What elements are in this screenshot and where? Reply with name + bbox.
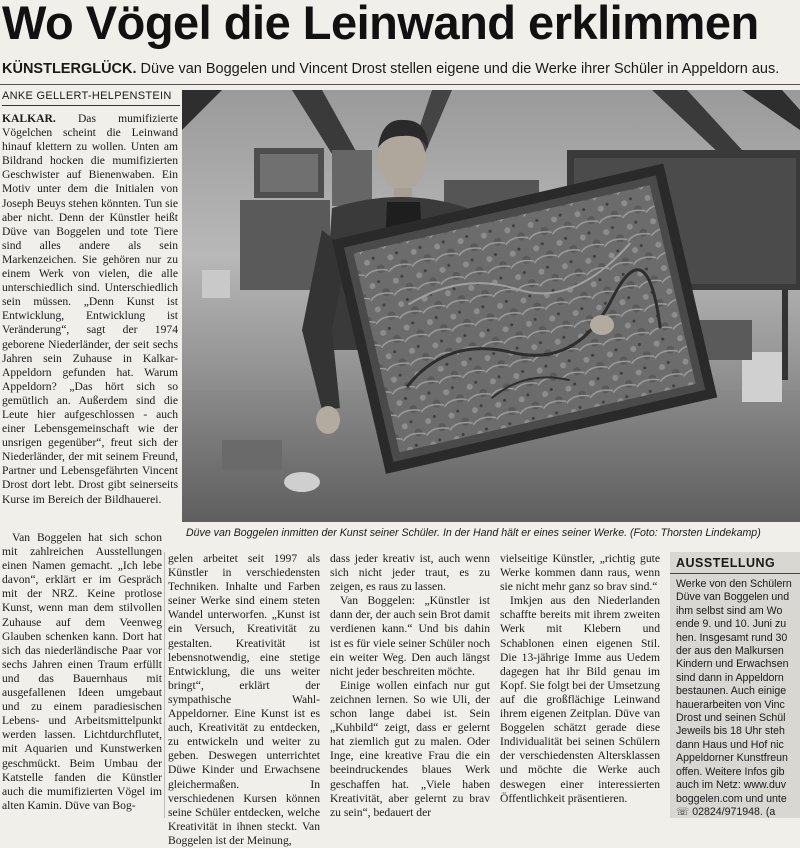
- paragraph: Imkjen aus den Niederlanden schaffte bereits mit ihrem zweiten Werk mit Klebern und Schablonen einen eigenen Stil. Die 13-jährige Imme aus Uedem dagegen hat ihr Bild genau im Kopf. Sie folgt bei der Umsetzung auf die großflächige Leinwand ihrem eigenen Zeitplan. Düve van Boggelen schätzt gerade diese Individualität bei seinen Schülern der verschiedensten Altersklassen und möchte die Werke auch deswegen einer interessierten Öffentlichkeit präsentieren.: [500, 594, 660, 805]
- info-box-line: offen. Weitere Infos gib: [676, 765, 785, 778]
- paragraph-text: Das mumifizierte Vögelchen scheint die Leinwand hinauf klettern zu wollen. Unten am Bildrand hocken die mumifizierten Geschwister auf Bienenwaben. Ein Motiv unter dem die Initialen von Joseph Beuys stehen könnten. Tun sie aber nicht. Denn der Künstler heißt Düve van Boggelen und tote Tiere sind alles andere als sein Markenzeichen. Sie gehören nur zu einem Werk von vielen, die alle unterschiedlich sind. Unterschiedlich sein müssen. „Denn Kunst ist Entwicklung, Entwicklung ist Veränderung“, sagt der 1974 geborene Niederländer, der seit sechs Jahren sein Zuhause in Kalkar-Appeldorn gefunden hat. Warum Appeldorn? „Das hört sich so gemütlich an. Außerdem sind die Leute hier aufgeschlossen - auch einer Lebensgemeinschaft wie der unsrigen gegenüber“, freut sich der Niederländer, der mit seinem Freund, Partner und Lebensgefährten Vincent Drost dort lebt. Drost gibt seinerseits Kurse im Bereich der Bildhauerei.: [2, 112, 178, 506]
- info-box-line: ☏ 02824/971948. (a: [676, 805, 776, 818]
- header-divider: [0, 84, 800, 85]
- info-box-line: der aus den Malkursen: [676, 645, 784, 658]
- info-box-line: Jeweils bis 18 Uhr steh: [676, 725, 785, 738]
- info-box-line: ihm selbst sind am Wo: [676, 604, 783, 617]
- paragraph: Van Boggelen: „Künstler ist dann der, der auch sein Brot damit verdienen kann.“ Und bis dahin ist es für viele seiner Schüler noch ein weiter Weg. Den auch längst nicht jeder beschreiten möchte.: [330, 594, 490, 678]
- subheadline-kicker: KÜNSTLERGLÜCK.: [2, 61, 137, 77]
- headline: Wo Vögel die Leinwand erklimmen: [2, 0, 759, 49]
- info-box-line: hen. Insgesamt rund 30: [676, 631, 788, 644]
- info-box-line: bestaunen. Auch einige: [676, 685, 787, 698]
- info-box-line: Drost und seinen Schül: [676, 712, 786, 725]
- column-divider: [164, 552, 165, 818]
- subheadline-text: Düve van Boggelen und Vincent Drost stellen eigene und die Werke ihrer Schüler in Appeldorn aus.: [136, 61, 780, 77]
- photo-illustration: [182, 90, 800, 522]
- info-box-title: AUSSTELLUNG: [670, 552, 800, 574]
- article-column-1a: [2, 112, 178, 530]
- info-box-line: hauerarbeiten von Vinc: [676, 698, 785, 711]
- info-box-line: Düve van Boggelen und: [676, 591, 790, 604]
- paragraph: Einige wollen einfach nur gut zeichnen lernen. So wie Uli, der schon lange dabei ist. Sein „Kuhbild“ zeigt, dass er gelernt hat ziemlich gut zu malen. Oder Inge, eine kreative Frau die ein beeindruckendes blaues Werk geschaffen hat. „Viele haben Kreativität, aber gelernt zu brav zu sein“, bedauert der: [330, 678, 490, 819]
- info-box-line: Appeldorner Kunstfreun: [676, 752, 788, 765]
- photo-caption: Düve van Boggelen inmitten der Kunst seiner Schüler. In der Hand hält er eines seiner Werke. (Foto: Thorsten Lindekamp): [186, 527, 761, 539]
- paragraph: [2, 112, 178, 507]
- paragraph: vielseitige Künstler, „richtig gute Werke kommen dann raus, wenn sie nicht mehr ganz so brav sind.“: [500, 552, 660, 594]
- info-box-line: ende 9. und 10. Juni zu: [676, 618, 787, 631]
- author-byline: ANKE GELLERT-HELPENSTEIN: [2, 90, 180, 106]
- subheadline: [2, 60, 798, 78]
- info-box-line: auch im Netz: www.duv: [676, 779, 787, 792]
- paragraph: gelen arbeitet seit 1997 als Künstler in verschiedensten Techniken. Inhalte und Farben seiner Werke sind einem steten Wandel unterworfen. „Kunst ist ein Versuch, Kreativität zu gestalten. Kreativität ist lebensnotwendig, eine stetige Entwicklung, die uns weiter bringt“, erklärt der sympathische Wahl-Appeldorner. Eine Kunst ist es auch, Kreativität zu entdecken, zu entwickeln und weiter zu geben. Deswegen unterrichtet Düwe Kinder und Erwachsene gleichermaßen. In verschiedenen Kursen können seine Schüler entdecken, welche Kreativität in ihnen steckt. Van Boggelen ist der Meinung,: [168, 552, 320, 847]
- paragraph: Van Boggelen hat sich schon mit zahlreichen Ausstellungen einen Namen gemacht. „Ich lebe davon“, erklärt er im Gespräch mit der NRZ. Keine protlose Kunst, wenn man dem stilvollen Zuhause auf dem Veenweg Glauben schenken kann. Dort hat sich das niederländische Paar vor sechs Jahren einen Traum erfüllt und das Bauernhaus mit ausgefallenen Ideen umgebaut und zu einem paradiesischen Lebens- und Arbeitsmittelpunkt werden lassen. Lichtdurchflutet, mit Aquarien und Kunstwerken geschmückt. Beim Umbau der Katstelle fanden die Künstler auch die mumifizierten Vögel im alten Kamin. Düve van Bog-: [2, 531, 162, 812]
- info-box-exhibition: [670, 552, 800, 818]
- info-box-line: boggelen.com und unte: [676, 792, 787, 805]
- article-column-4: [500, 552, 660, 818]
- info-box-line: sind dann in Appeldorn: [676, 671, 784, 684]
- dateline: KALKAR.: [2, 112, 56, 125]
- article-column-3: [330, 552, 490, 818]
- info-box-line: dann Haus und Hof nic: [676, 738, 784, 751]
- article-column-1b: [2, 531, 162, 818]
- article-column-2: [168, 552, 320, 847]
- article-photo: [182, 90, 800, 522]
- paragraph: dass jeder kreativ ist, auch wenn sich nicht jeder traut, es zu zeigen, es raus zu lassen.: [330, 552, 490, 594]
- info-box-line: Kindern und Erwachsen: [676, 658, 789, 671]
- info-box-line: Werke von den Schülern: [676, 578, 792, 590]
